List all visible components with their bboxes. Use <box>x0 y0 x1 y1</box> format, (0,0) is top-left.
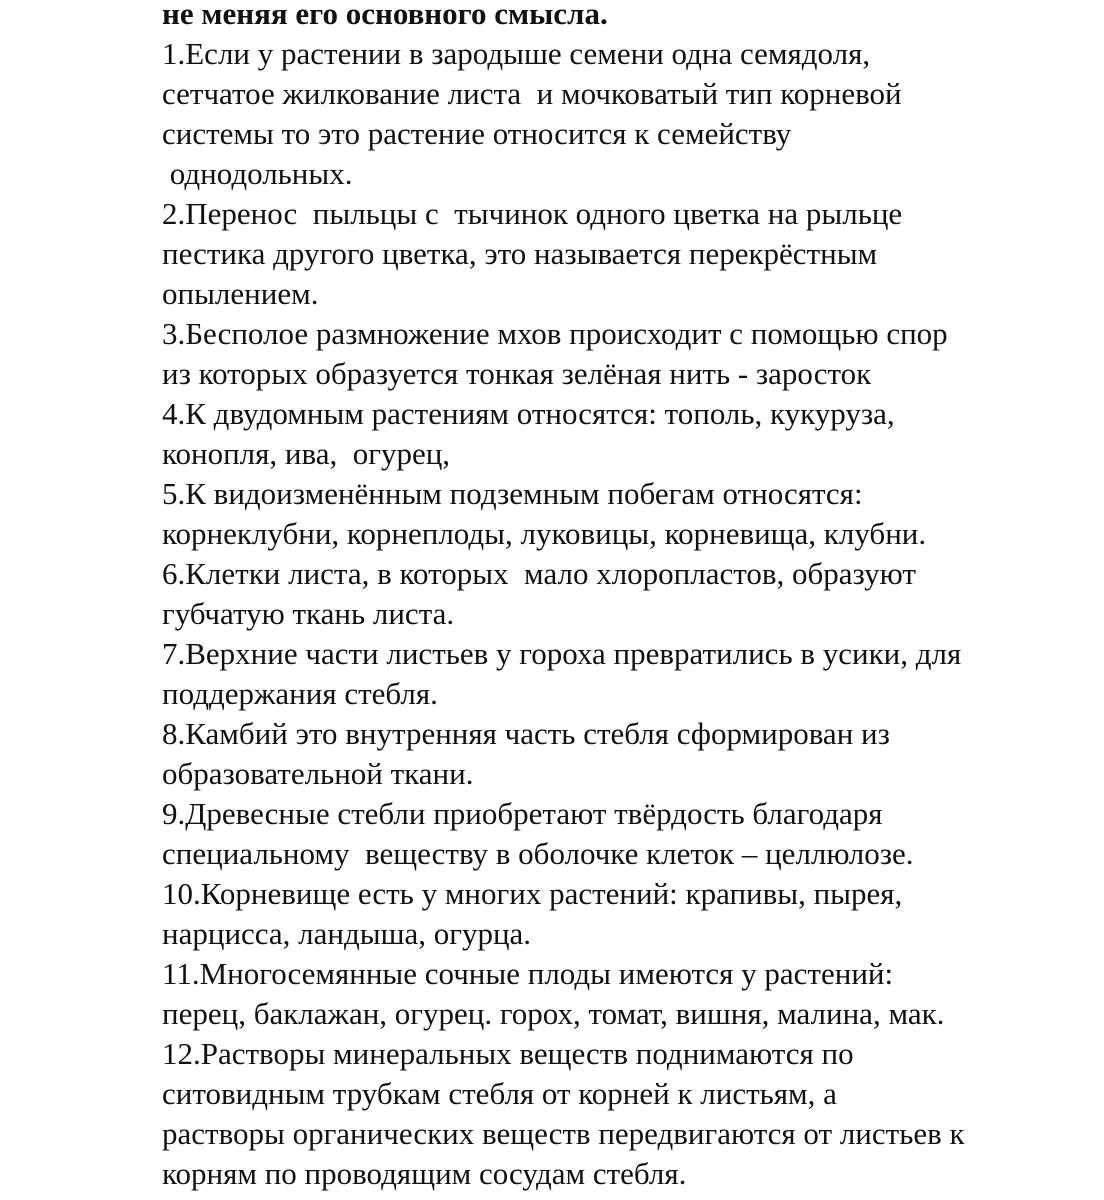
text-line: 5.К видоизменённым подземным побегам относятся: <box>162 476 863 511</box>
text-line: 12.Растворы минеральных веществ поднимаются по <box>162 1036 854 1071</box>
text-line: 7.Верхние части листьев у гороха превратились в усики, для <box>162 636 962 671</box>
text-line: специальному веществу в оболочке клеток – целлюлозе. <box>162 836 914 871</box>
text-line: однодольных. <box>162 156 353 191</box>
text-line: конопля, ива, огурец, <box>162 436 451 471</box>
text-line: 9.Древесные стебли приобретают твёрдость благодаря <box>162 796 883 831</box>
text-line: перец, баклажан, огурец. горох, томат, вишня, малина, мак. <box>162 996 945 1031</box>
document-page <box>162 0 1092 1200</box>
text-line: 10.Корневище есть у многих растений: крапивы, пырея, <box>162 876 903 911</box>
text-line: ситовидным трубкам стебля от корней к листьям, а <box>162 1076 837 1111</box>
document-heading: не меняя его основного смысла. <box>162 0 608 31</box>
text-line: 4.К двудомным растениям относятся: тополь, кукуруза, <box>162 396 895 431</box>
text-line: 2.Перенос пыльцы с тычинок одного цветка на рыльце <box>162 196 903 231</box>
text-line: поддержания стебля. <box>162 676 438 711</box>
text-line: нарцисса, ландыша, огурца. <box>162 916 532 951</box>
text-line: 6.Клетки листа, в которых мало хлоропластов, образуют <box>162 556 916 591</box>
text-line: сетчатое жилкование листа и мочковатый тип корневой <box>162 76 902 111</box>
text-line: опылением. <box>162 276 319 311</box>
text-line: 3.Бесполое размножение мхов происходит с помощью спор <box>162 316 948 351</box>
text-line: корням по проводящим сосудам стебля. <box>162 1156 687 1191</box>
text-line: системы то это растение относится к семейству <box>162 116 792 151</box>
text-line: из которых образуется тонкая зелёная нить - заросток <box>162 356 872 391</box>
text-line: губчатую ткань листа. <box>162 596 455 631</box>
text-line: образовательной ткани. <box>162 756 474 791</box>
text-line: 11.Многосемянные сочные плоды имеются у растений: <box>162 956 894 991</box>
text-line: 8.Камбий это внутренняя часть стебля сформирован из <box>162 716 890 751</box>
text-line: пестика другого цветка, это называется перекрёстным <box>162 236 878 271</box>
text-line: растворы органических веществ передвигаются от листьев к <box>162 1116 965 1151</box>
text-line: корнеклубни, корнеплоды, луковицы, корневища, клубни. <box>162 516 927 551</box>
text-line: 1.Если у растении в зародыше семени одна семядоля, <box>162 36 871 71</box>
